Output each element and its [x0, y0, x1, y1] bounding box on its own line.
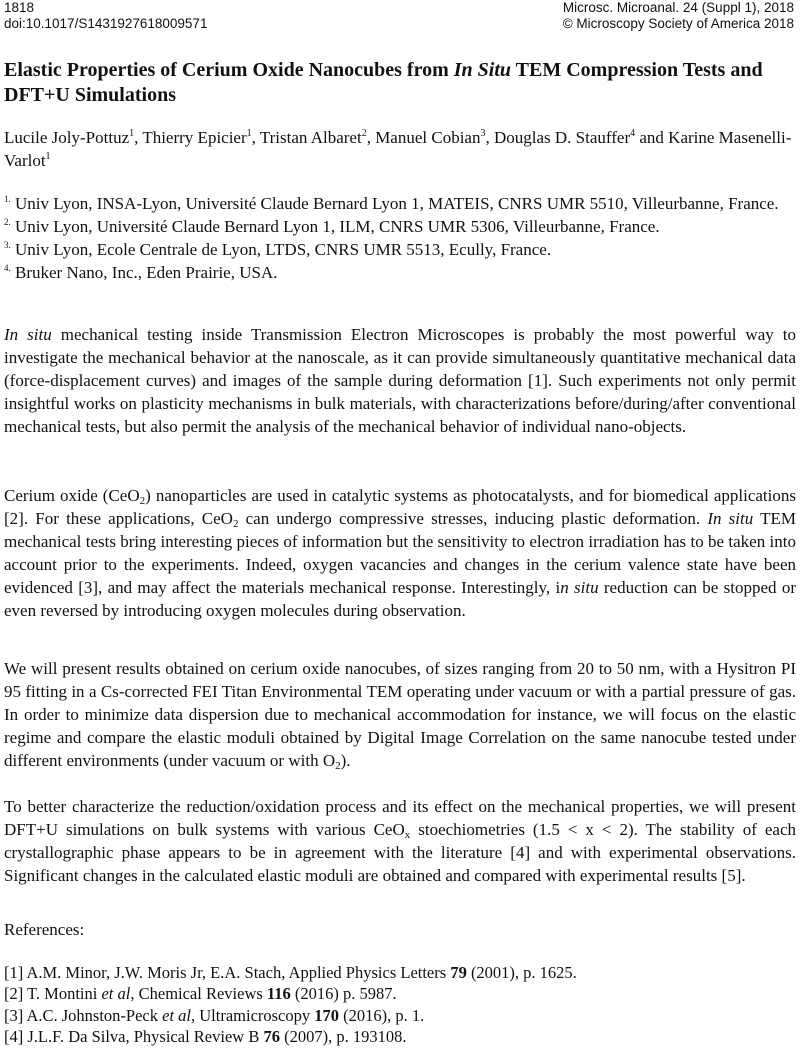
author: Douglas D. Stauffer$^4$ and — [493, 128, 669, 147]
author: Lucile Joly-Pottuz$^1$, — [4, 128, 143, 147]
author: Karine Masenelli-Varlot$^1$ — [4, 128, 792, 170]
affiliation: $^{4.}$ Bruker Nano, Inc., Eden Prairie, USA. — [4, 263, 278, 282]
reference-item: [1] A.M. Minor, J.W. Moris Jr, E.A. Stach, Applied Physics Letters 79 (2001), p. 1625. — [4, 963, 577, 982]
affiliation: $^{3.}$ Univ Lyon, Ecole Centrale de Lyon, LTDS, CNRS UMR 5513, Ecully, France. — [4, 240, 552, 259]
paragraph-ceria: Cerium oxide (CeO$_2$) nanoparticles are used in catalytic systems as photocatalysts, and for biomedical applications [2]. For these applications, CeO$_2$ can undergo compressive stresses, inducing plastic deformation. In situ TEM mechanical tests bring interesting pieces of information but the sensitivity to electron irradiation has to be taken into account prior to the experiments. Indeed, oxygen vacancies and changes in the cerium valence state have been evidenced [3], and may affect the materials mechanical response. Interestingly, in situ reduction can be stopped or even reversed by introducing oxygen molecules during observation. — [4, 486, 797, 620]
affiliations — [4, 192, 794, 284]
author-list — [4, 126, 794, 172]
header-right — [563, 0, 794, 32]
page-header — [0, 0, 800, 34]
reference-list — [4, 962, 794, 1047]
reference-item: [4] J.L.F. Da Silva, Physical Review B 76 (2007), p. 193108. — [4, 1026, 407, 1046]
author: Tristan Albaret$^2$, — [259, 128, 376, 147]
title-part2: TEM Compression Tests and DFT+U Simulations — [4, 59, 763, 106]
title-part1: Elastic Properties of Cerium Oxide Nanocubes from — [4, 59, 454, 81]
journal-citation: Microsc. Microanal. 24 (Suppl 1), 2018 — [562, 0, 794, 15]
reference-item: [2] T. Montini et al, Chemical Reviews 116 (2016) p. 5987. — [4, 984, 397, 1004]
paragraph-intro: In situ mechanical testing inside Transmission Electron Microscopes is probably the most powerful way to investigate the mechanical behavior at the nanoscale, as it can provide simultaneously quantitative mechanical data (force-displacement curves) and images of the sample during deformation [1]. Such experiments not only permit insightful works on plasticity mechanisms in bulk materials, with characterizations before/during/after conventional mechanical tests, but also permit the analysis of the mechanical behavior of individual nano-objects. — [4, 325, 796, 436]
doi: doi:10.1017/S1431927618009571 — [4, 16, 208, 31]
paper-title — [4, 58, 794, 108]
paragraph-dft: To better characterize the reduction/oxidation process and its effect on the mechanical properties, we will present DFT+U simulations on bulk systems with various CeO$_x$ stoechiometries (1.5 < x < 2). The stability of each crystallographic phase appears to be in agreement with the literature [4] and with experimental observations. Significant changes in the calculated elastic moduli are obtained and compared with experimental results [5]. — [4, 797, 796, 885]
references-heading: References: — [4, 920, 85, 939]
paragraph-methods: We will present results obtained on cerium oxide nanocubes, of sizes ranging from 20 to 50 nm, with a Hysitron PI 95 fitting in a Cs-corrected FEI Titan Environmental TEM operating under vacuum or with a partial pressure of gas. In order to minimize data dispersion due to mechanical accommodation for instance, we will focus on the elastic regime and compare the elastic moduli obtained by Digital Image Correlation on the same nanocube tested under different environments (under vacuum or with $O_2$). — [4, 659, 796, 772]
author: Manuel Cobian$^3$, — [375, 128, 494, 147]
author: Thierry Epicier$^1$, — [142, 128, 260, 147]
copyright: © Microscopy Society of America 2018 — [562, 16, 794, 31]
header-left — [4, 0, 207, 32]
affiliation: $^{1.}$ Univ Lyon, INSA-Lyon, Université Claude Bernard Lyon 1, MATEIS, CNRS UMR 5510, Villeurbanne, France. — [4, 194, 779, 213]
title-italic: In Situ — [453, 59, 512, 81]
reference-item: [3] A.C. Johnston-Peck et al, Ultramicroscopy 170 (2016), p. 1. — [4, 1005, 425, 1025]
page-number: 1818 — [4, 0, 35, 15]
affiliation: $^{2.}$ Univ Lyon, Université Claude Bernard Lyon 1, ILM, CNRS UMR 5306, Villeurbanne, France. — [4, 217, 660, 236]
